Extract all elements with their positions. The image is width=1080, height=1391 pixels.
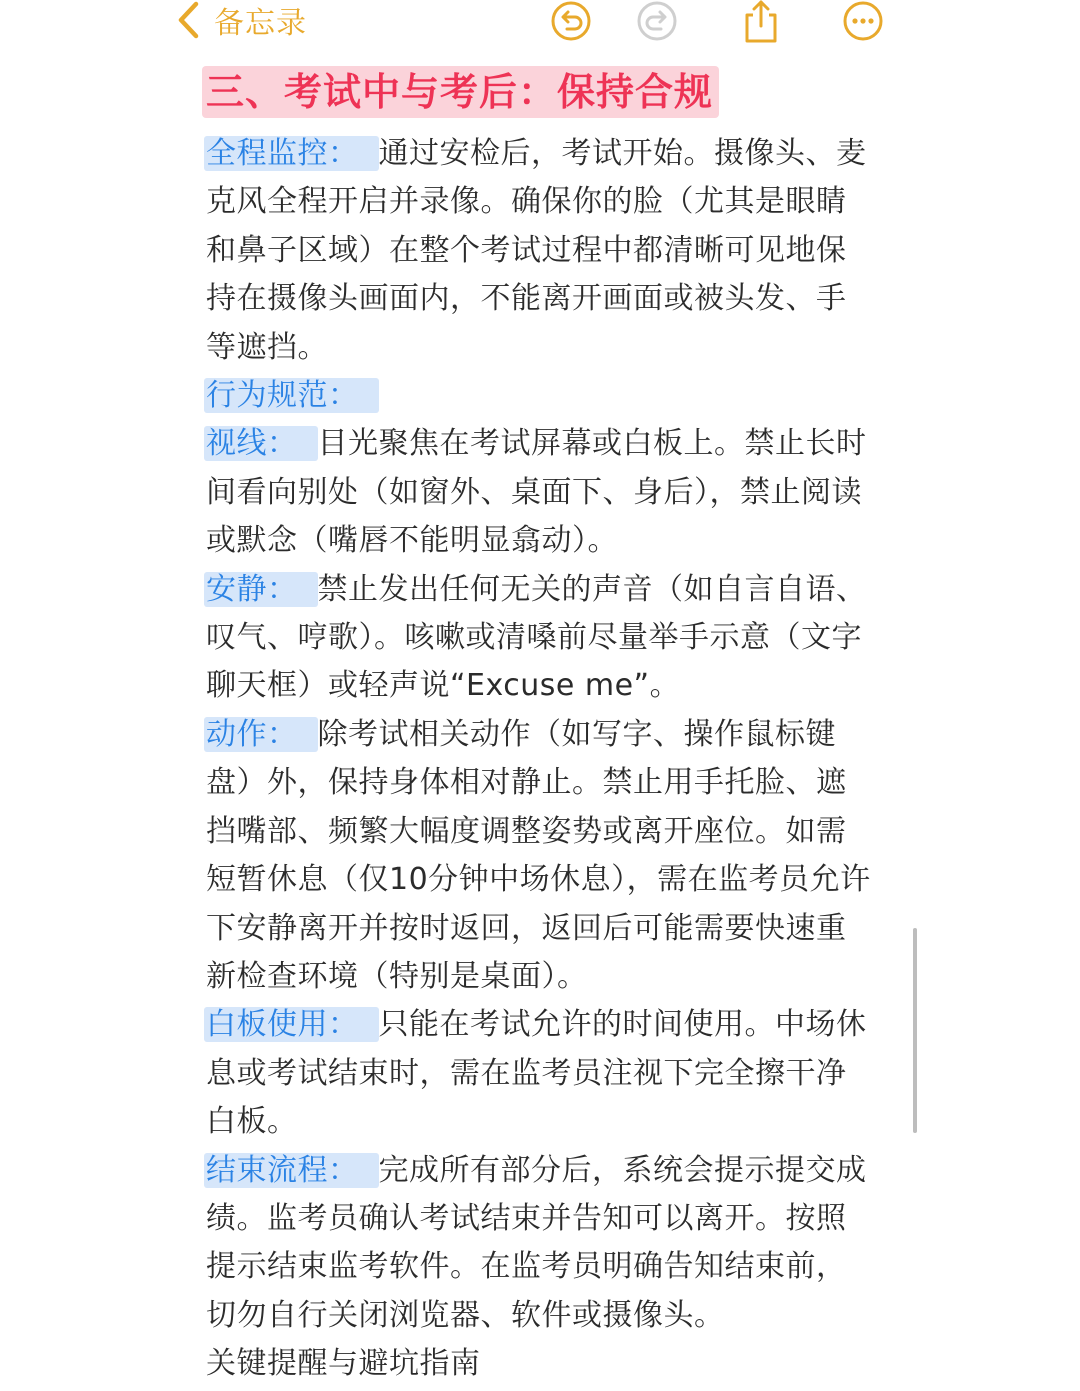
vertical-scrollbar[interactable] (913, 928, 917, 1133)
section-title: 三、考试中与考后：保持合规 (202, 66, 719, 118)
redo-icon (636, 0, 678, 42)
closing-line: 关键提醒与避坑指南 (206, 1346, 481, 1382)
text-gaze: 目光聚焦在考试屏幕或白板上。禁止长时间看向别处（如窗外、桌面下、身后），禁止阅读或默念（嘴唇不能明显翕动）。 (206, 426, 867, 559)
back-button[interactable] (176, 0, 307, 40)
text-movement: 除考试相关动作（如写字、操作鼠标键盘）外，保持身体相对静止。禁止用手托脸、遮挡嘴部、频繁大幅度调整姿势或离开座位。如需短暂休息（仅10分钟中场休息），需在监考员允许下安静离开并按时返回，返回后可能需要快速重新检查环境（特别是桌面）。 (206, 716, 871, 994)
redo-button[interactable] (636, 0, 678, 42)
paragraph-ending (206, 1147, 876, 1341)
label-behavior: 行为规范： (204, 378, 379, 413)
paragraph-gaze (206, 420, 876, 565)
paragraph-monitoring (206, 130, 876, 372)
share-icon (740, 0, 782, 44)
paragraph-movement (206, 711, 876, 1001)
share-button[interactable] (740, 0, 782, 40)
text-ending: 完成所有部分后，系统会提示提交成绩。监考员确认考试结束并告知可以离开。按照提示结束监考软件。在监考员明确告知结束前，切勿自行关闭浏览器、软件或摄像头。 (206, 1152, 867, 1333)
spacer (206, 118, 876, 130)
paragraph-whiteboard (206, 1001, 876, 1146)
text-whiteboard: 只能在考试允许的时间使用。中场休息或考试结束时，需在监考员注视下完全擦干净白板。 (206, 1007, 867, 1140)
label-gaze: 视线： (204, 426, 318, 461)
undo-icon (550, 0, 592, 42)
paragraph-behavior (206, 372, 876, 420)
chevron-left-icon (176, 1, 200, 39)
label-movement: 动作： (204, 717, 318, 752)
note-body[interactable] (206, 66, 876, 1389)
back-label: 备忘录 (214, 6, 307, 41)
more-icon (842, 0, 884, 42)
undo-button[interactable] (550, 0, 592, 42)
label-quiet: 安静： (204, 572, 318, 607)
label-whiteboard: 白板使用： (204, 1007, 379, 1042)
label-monitoring: 全程监控： (204, 136, 379, 171)
more-button[interactable] (842, 0, 884, 42)
paragraph-quiet (206, 566, 876, 711)
text-quiet: 禁止发出任何无关的声音（如自言自语、叹气、哼歌）。咳嗽或清嗓前尽量举手示意（文字聊天框）或轻声说“Excuse me”。 (206, 571, 867, 704)
text-monitoring: 通过安检后，考试开始。摄像头、麦克风全程开启并录像。确保你的脸（尤其是眼睛和鼻子区域）在整个考试过程中都清晰可见地保持在摄像头画面内，不能离开画面或被头发、手等遮挡。 (206, 136, 867, 365)
navigation-bar (0, 0, 1080, 46)
label-ending: 结束流程： (204, 1153, 379, 1188)
